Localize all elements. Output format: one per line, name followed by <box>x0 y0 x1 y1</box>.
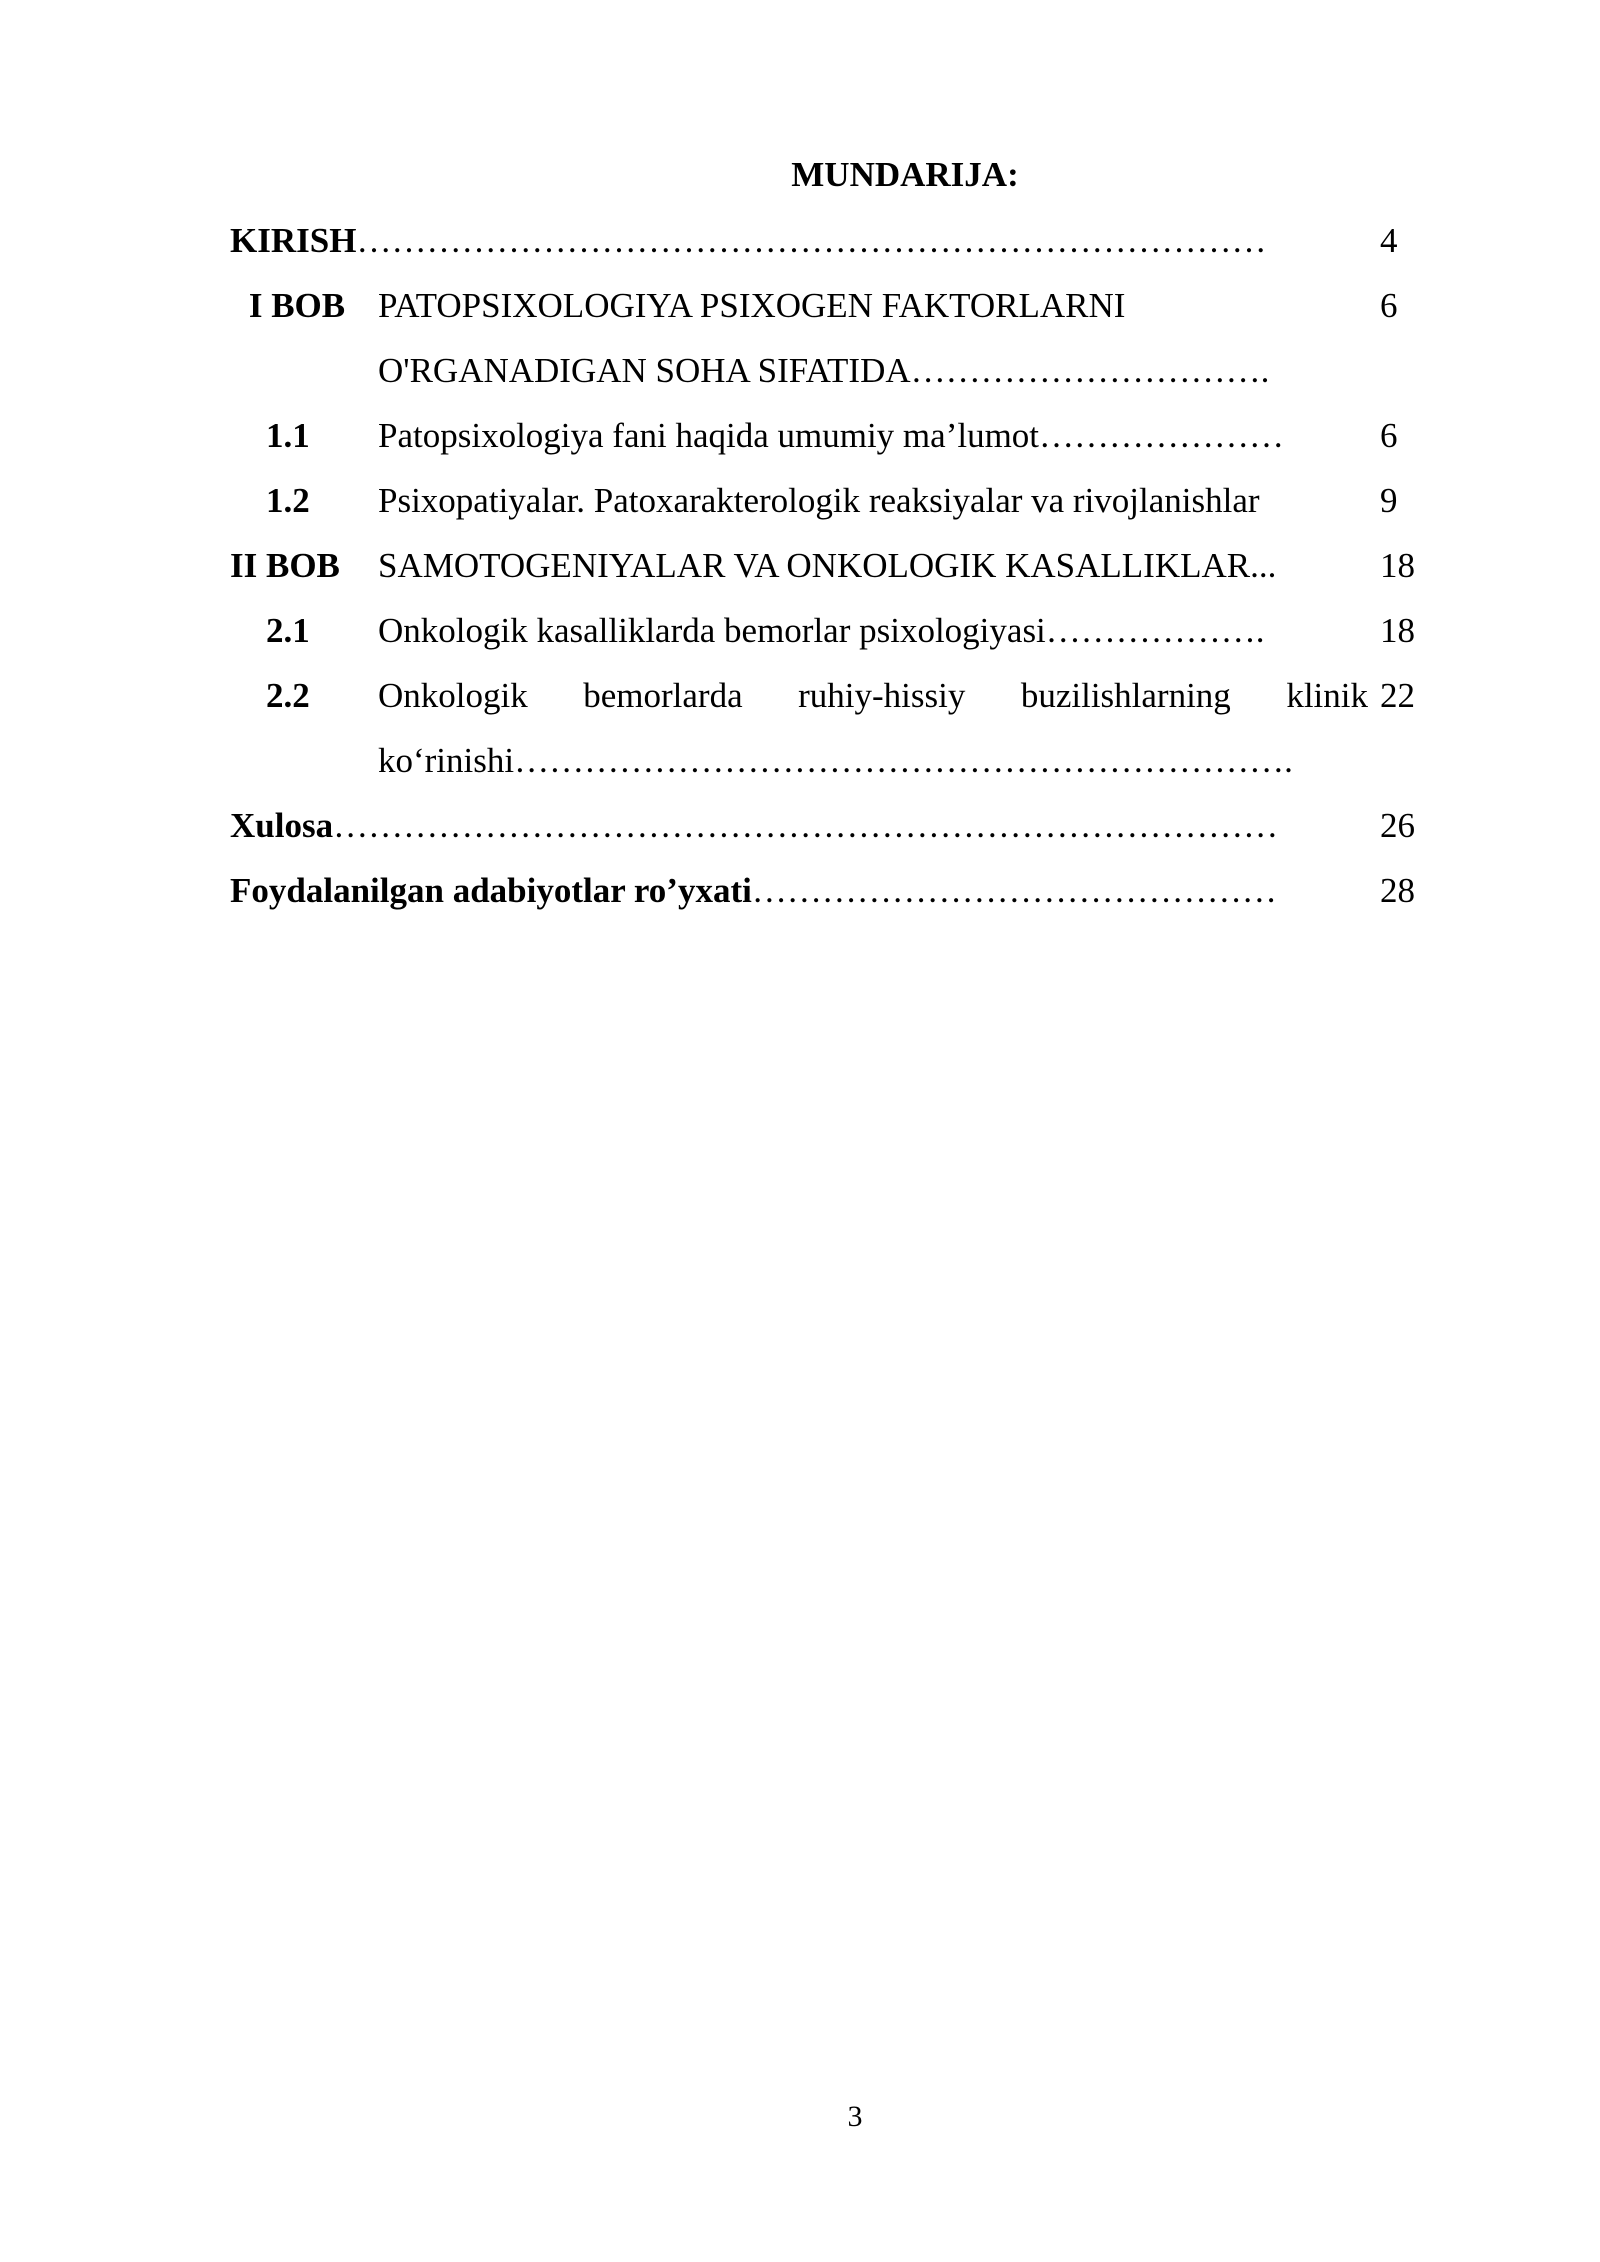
toc-entry-chapter-1[interactable] <box>230 273 1440 403</box>
toc-leader-dots: ……………………………………… <box>751 871 1277 910</box>
toc-entry-chapter-2[interactable] <box>230 533 1440 598</box>
toc-leader-dots: ………………. <box>1045 611 1265 650</box>
toc-page-number: 6 <box>1380 416 1398 455</box>
toc-page-number: 26 <box>1380 806 1415 845</box>
toc-entry-xulosa[interactable] <box>230 793 1440 858</box>
toc-word: ruhiy-hissiy <box>798 676 966 715</box>
table-of-contents <box>230 208 1440 923</box>
toc-section-number: 1.1 <box>266 416 310 455</box>
toc-entry-text: Onkologik kasalliklarda bemorlar psixologiyasi <box>378 611 1046 650</box>
toc-page-number: 28 <box>1380 871 1415 910</box>
toc-word: buzilishlarning <box>1020 676 1231 715</box>
toc-chapter-number: I BOB <box>248 286 346 325</box>
toc-page-number: 18 <box>1380 611 1415 650</box>
toc-page-number: 22 <box>1380 676 1415 715</box>
toc-section-number: 1.2 <box>266 481 310 520</box>
toc-entry-text: Patopsixologiya fani haqida umumiy ma’lumot <box>378 416 1040 455</box>
toc-page-number: 6 <box>1380 286 1398 325</box>
toc-entry-text-line1: PATOPSIXOLOGIYA PSIXOGEN FAKTORLARNI <box>378 286 1126 325</box>
toc-entry-label: Xulosa <box>230 806 334 845</box>
toc-entry-text: Psixopatiyalar. Patoxarakterologik reaksiyalar va rivojlanishlar <box>378 481 1260 520</box>
toc-chapter-number: II BOB <box>230 546 340 585</box>
toc-entry-section-2-1[interactable] <box>230 598 1440 663</box>
toc-entry-text-line2: O'RGANADIGAN SOHA SIFATIDA <box>378 351 911 390</box>
toc-word: klinik <box>1286 676 1368 715</box>
toc-page-number: 9 <box>1380 481 1398 520</box>
toc-entry-section-2-2[interactable] <box>230 663 1440 793</box>
toc-title: MUNDARIJA: <box>791 155 1019 194</box>
toc-leader-dots: ………………… <box>1039 416 1285 455</box>
toc-entry-label: Foydalanilgan adabiyotlar ro’yxati <box>230 871 752 910</box>
toc-section-number: 2.1 <box>266 611 310 650</box>
toc-leader-dots: …………………………………………………………. <box>514 741 1293 780</box>
page-number: 3 <box>847 2100 863 2133</box>
toc-entry-references[interactable] <box>230 858 1440 923</box>
toc-page-number: 18 <box>1380 546 1415 585</box>
toc-entry-text-line1 <box>378 663 1368 728</box>
toc-word: bemorlarda <box>583 676 743 715</box>
toc-page-number: 4 <box>1380 221 1398 260</box>
toc-leader-dots: ……………………………………………………………………… <box>333 806 1279 845</box>
toc-word: Onkologik <box>378 676 528 715</box>
toc-leader-dots: …………………………. <box>910 351 1270 390</box>
toc-entry-label: KIRISH <box>230 221 357 260</box>
toc-entry-section-1-1[interactable] <box>230 403 1440 468</box>
toc-entry-text-line2: ko‘rinishi <box>378 741 515 780</box>
toc-section-number: 2.2 <box>266 676 310 715</box>
toc-leader-dots: …………………………………………………………………… <box>356 221 1267 260</box>
toc-entry-kirish[interactable] <box>230 208 1440 273</box>
toc-entry-text: SAMOTOGENIYALAR VA ONKOLOGIK KASALLIKLAR... <box>378 546 1277 585</box>
toc-entry-section-1-2[interactable] <box>230 468 1440 533</box>
